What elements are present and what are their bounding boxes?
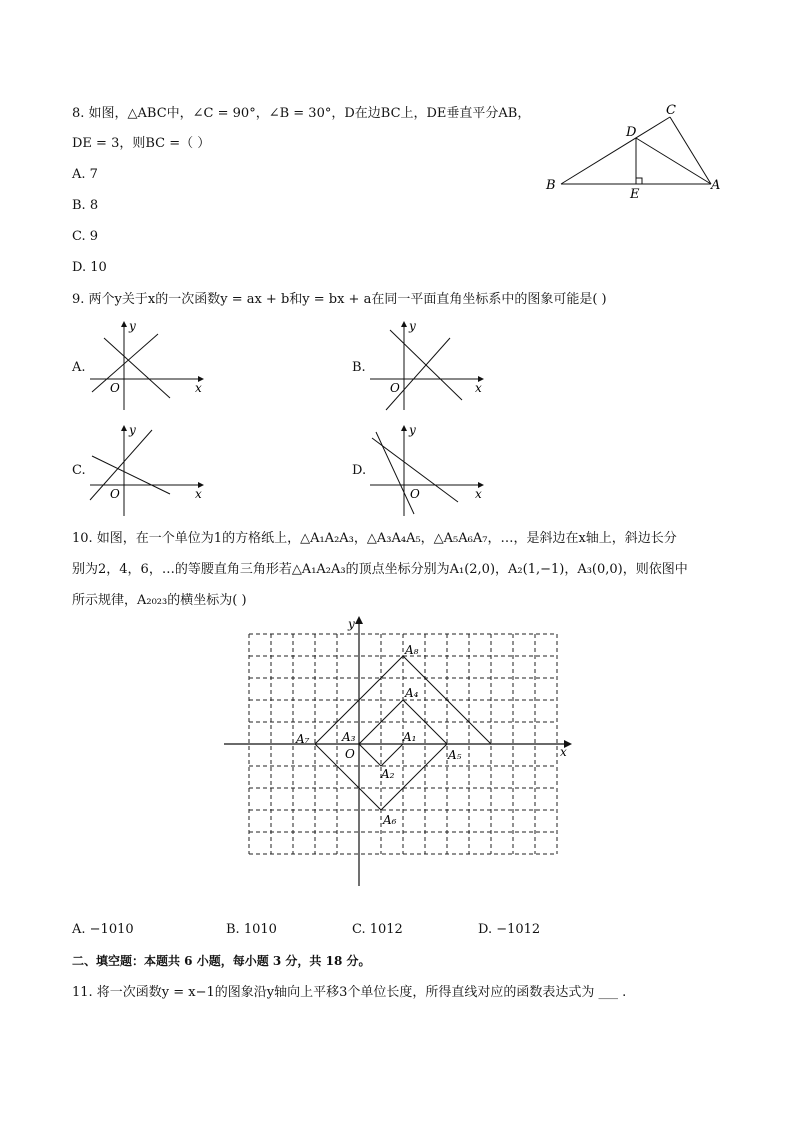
point-a7-label: A₇ [296, 732, 310, 746]
q10-option-c[interactable]: C. 1012 [352, 922, 403, 937]
q8-option-b[interactable]: B. 8 [72, 198, 99, 213]
q8-label-b: B [546, 178, 556, 193]
q9-graph-a [86, 318, 208, 414]
axis-y-label: y [409, 423, 416, 437]
axis-x-label: x [195, 487, 202, 501]
q10-stem-line3: 所示规律，A₂₀₂₃的横坐标为( ) [72, 593, 247, 608]
q10-option-a[interactable]: A. −1010 [72, 922, 134, 937]
q8-stem-line1: 8. 如图，△ABC中，∠C = 90°，∠B = 30°，D在边BC上，DE垂直平分AB， [72, 106, 531, 121]
q10-stem-line1: 10. 如图，在一个单位为1的方格纸上，△A₁A₂A₃，△A₃A₄A₅，△A₅A₆A₇，…，是斜边在x轴上，斜边长分 [72, 531, 677, 546]
q8-option-c[interactable]: C. 9 [72, 229, 99, 244]
axis-x-label: x [475, 487, 482, 501]
q9-graph-d [366, 422, 488, 518]
origin-label: O [345, 747, 355, 761]
q10-stem-line2: 别为2，4，6，…的等腰直角三角形若△A₁A₂A₃的顶点坐标分别为A₁(2,0)，A₂(1,−1)，A₃(0,0)，则依图中 [72, 562, 688, 577]
origin-label: O [110, 487, 120, 501]
q9-option-d[interactable]: D. [352, 463, 367, 478]
point-a2-label: A₂ [381, 767, 395, 781]
q9-option-b[interactable]: B. [352, 360, 366, 375]
q11-stem: 11. 将一次函数y = x−1的图象沿y轴向上平移3个单位长度，所得直线对应的函数表达式为 ___ . [72, 985, 627, 1000]
q9-stem: 9. 两个y关于x的一次函数y = ax + b和y = bx + a在同一平面直角坐标系中的图象可能是( ) [72, 292, 607, 307]
origin-label: O [410, 487, 420, 501]
point-a8-label: A₈ [405, 643, 419, 657]
point-a3-label: A₃ [342, 730, 356, 744]
q9-graph-b [366, 318, 488, 414]
axis-y-label: y [348, 617, 355, 631]
q9-graph-c [86, 422, 208, 518]
q8-stem-line2: DE = 3，则BC =（ ） [72, 136, 211, 151]
q10-option-b[interactable]: B. 1010 [226, 922, 277, 937]
section-2-heading: 二、填空题：本题共 6 小题，每小题 3 分，共 18 分。 [72, 954, 371, 968]
q8-triangle-figure [540, 98, 730, 208]
q9-option-a[interactable]: A. [72, 360, 86, 375]
q10-option-d[interactable]: D. −1012 [478, 922, 541, 937]
q8-label-a: A [711, 178, 721, 193]
point-a6-label: A₆ [383, 813, 397, 827]
point-a4-label: A₄ [405, 686, 419, 700]
q8-option-a[interactable]: A. 7 [72, 167, 98, 182]
axis-x-label: x [560, 745, 567, 759]
point-a5-label: A₅ [448, 748, 462, 762]
origin-label: O [390, 381, 400, 395]
origin-label: O [110, 381, 120, 395]
axis-y-label: y [129, 319, 136, 333]
axis-y-label: y [409, 319, 416, 333]
point-a1-label: A₁ [403, 730, 417, 744]
axis-x-label: x [475, 381, 482, 395]
q9-option-c[interactable]: C. [72, 463, 86, 478]
q10-grid-figure [218, 612, 578, 890]
axis-x-label: x [195, 381, 202, 395]
q8-label-c: C [666, 103, 676, 118]
q8-label-d: D [626, 125, 637, 140]
q8-label-e: E [630, 187, 640, 202]
axis-y-label: y [129, 423, 136, 437]
q8-option-d[interactable]: D. 10 [72, 260, 107, 275]
